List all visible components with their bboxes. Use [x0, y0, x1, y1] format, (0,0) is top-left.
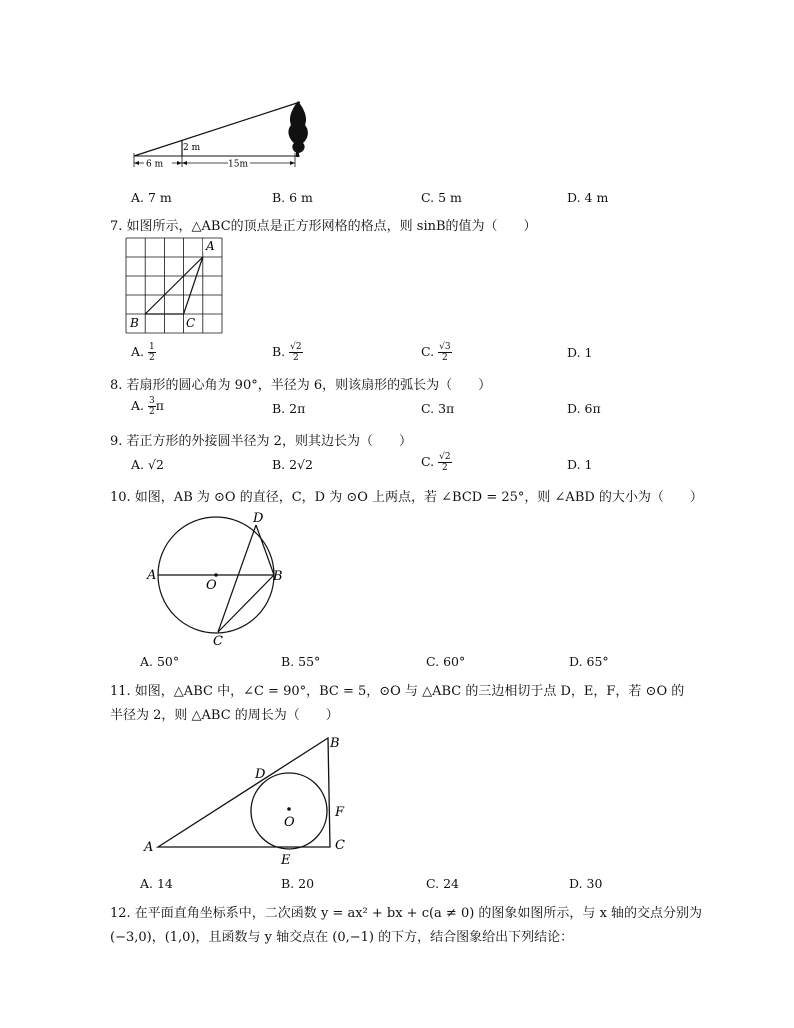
- q10-option-c: C. 60°: [426, 654, 466, 669]
- q7-option-b: B. $\frac{√2}{2}$: [272, 342, 302, 363]
- q12-line2: (−3,0)，(1,0)，且函数与 y 轴交点在 (0,−1) 的下方，结合图象给出下列结论：: [110, 930, 574, 945]
- q10-label-a: A: [147, 568, 157, 583]
- q10-option-b: B. 55°: [281, 654, 321, 669]
- q10-option-d: D. 65°: [569, 654, 609, 669]
- q8-option-d: D. 6π: [567, 401, 601, 416]
- q7-label-a: A: [206, 239, 215, 253]
- q7-text: 7. 如图所示，△ABC的顶点是正方形网格的格点，则 sinB的值为（ ）: [110, 219, 537, 234]
- q6-option-c: C. 5 m: [421, 190, 462, 205]
- q11-option-d: D. 30: [569, 876, 603, 891]
- q7-option-c: C. $\frac{√3}{2}$: [421, 342, 451, 363]
- tree-icon: [288, 101, 307, 157]
- q11-label-e: E: [281, 853, 291, 868]
- q11-line1: 11. 如图，△ABC 中，∠C = 90°，BC = 5，⊙O 与 △ABC 的三边相切于点 D，E，F，若 ⊙O 的: [110, 684, 685, 699]
- q11-line2: 半径为 2，则 △ABC 的周长为（ ）: [110, 708, 339, 723]
- q10-label-c: C: [213, 634, 223, 649]
- q8-text: 8. 若扇形的圆心角为 90°，半径为 6，则该扇形的弧长为（ ）: [110, 378, 492, 393]
- tree-shadow-figure: [128, 95, 318, 180]
- q10-label-b: B: [273, 569, 283, 584]
- q7-label-b: B: [130, 316, 139, 330]
- q8-option-b: B. 2π: [272, 401, 306, 416]
- tree-right-length: 15m: [228, 159, 248, 170]
- q11-option-c: C. 24: [426, 876, 459, 891]
- q11-label-c: C: [335, 838, 345, 853]
- q6-option-b: B. 6 m: [272, 190, 313, 205]
- tree-height-label: 2 m: [183, 143, 201, 153]
- q10-circle-figure: [140, 510, 290, 650]
- q9-option-b: B. 2√2: [272, 457, 314, 472]
- q8-option-a: A. $\frac{3}{2}$ π: [131, 396, 164, 417]
- q7-grid-figure: [120, 236, 230, 338]
- q11-label-a: A: [144, 840, 154, 855]
- q7-label-c: C: [186, 316, 196, 330]
- q9-text: 9. 若正方形的外接圆半径为 2，则其边长为（ ）: [110, 434, 412, 449]
- q7-option-d: D. 1: [567, 345, 593, 360]
- q7-option-a: A. $\frac{1}{2}$: [131, 342, 155, 363]
- q10-label-o: O: [206, 578, 217, 593]
- q11-label-o: O: [284, 815, 295, 830]
- q9-option-d: D. 1: [567, 457, 593, 472]
- q6-option-a: A. 7 m: [131, 190, 172, 205]
- q8-option-c: C. 3π: [421, 401, 455, 416]
- q11-label-b: B: [330, 736, 340, 751]
- q10-label-d: D: [253, 511, 264, 526]
- q12-line1: 12. 在平面直角坐标系中，二次函数 y = ax² + bx + c(a ≠ 0) 的图象如图所示，与 x 轴的交点分别为: [110, 906, 703, 921]
- q11-label-f: F: [335, 805, 345, 820]
- q11-incircle-figure: [138, 730, 358, 870]
- q9-option-a: A. √2: [131, 457, 164, 472]
- q11-option-a: A. 14: [140, 876, 173, 891]
- q11-option-b: B. 20: [281, 876, 315, 891]
- tree-left-length: 6 m: [146, 159, 164, 170]
- q10-option-a: A. 50°: [140, 654, 180, 669]
- q9-option-c: C. $\frac{√2}{2}$: [421, 452, 451, 473]
- q10-text: 10. 如图，AB 为 ⊙O 的直径，C，D 为 ⊙O 上两点，若 ∠BCD = 25°，则 ∠ABD 的大小为（ ）: [110, 490, 703, 505]
- q6-option-d: D. 4 m: [567, 190, 609, 205]
- q11-label-d: D: [255, 767, 266, 782]
